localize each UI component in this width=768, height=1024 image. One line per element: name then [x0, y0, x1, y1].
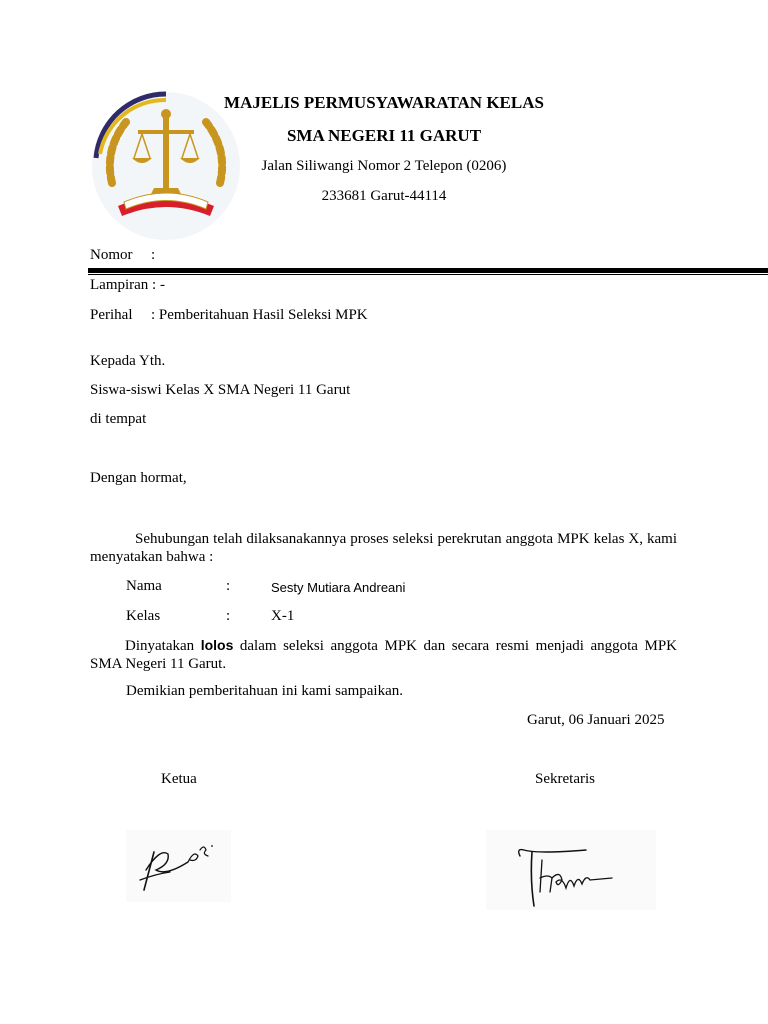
nama-label: Nama — [126, 578, 162, 594]
letter-date: Garut, 06 Januari 2025 — [527, 712, 665, 728]
ketua-title: Ketua — [161, 771, 197, 787]
address-line-2: 233681 Garut-44114 — [321, 188, 447, 204]
intro-paragraph: Sehubungan telah dilaksanakannya proses seleksi perekrutan anggota MPK kelas X, kami menyatakan bahwa : — [90, 531, 677, 565]
closing-line: Demikian pemberitahuan ini kami sampaikan. — [126, 683, 404, 699]
result-text-post: dalam seleksi anggota MPK dan secara resmi menjadi anggota MPK SMA Negeri 11 Garut. — [90, 638, 678, 672]
kelas-value: X-1 — [271, 608, 295, 624]
kelas-separator: : — [226, 608, 231, 624]
address-line-1: Jalan Siliwangi Nomor 2 Telepon (0206) — [261, 158, 507, 174]
perihal-label: Perihal — [90, 307, 133, 323]
school-name: SMA NEGERI 11 GARUT — [286, 126, 482, 145]
letterhead-rule — [88, 268, 768, 273]
result-text-pre: Dinyatakan — [125, 638, 201, 654]
greeting: Dengan hormat, — [90, 470, 187, 486]
result-paragraph — [90, 636, 677, 673]
result-status: lolos — [200, 637, 234, 653]
address-to: Kepada Yth. — [90, 353, 166, 369]
kelas-label: Kelas — [126, 608, 161, 624]
nomor-separator: : — [151, 247, 156, 263]
sekretaris-title: Sekretaris — [535, 771, 595, 787]
address-recipient: Siswa-siswi Kelas X SMA Negeri 11 Garut — [90, 382, 351, 398]
org-name: MAJELIS PERMUSYAWARATAN KELAS — [224, 93, 544, 112]
ketua-signature — [126, 830, 231, 902]
lampiran-line: Lampiran : - — [90, 277, 165, 293]
perihal-value: : Pemberitahuan Hasil Seleksi MPK — [151, 307, 368, 323]
address-place: di tempat — [90, 411, 147, 427]
sekretaris-signature — [486, 830, 656, 910]
letterhead-rule-thin — [88, 274, 768, 275]
nama-separator: : — [226, 578, 231, 594]
nama-value: Sesty Mutiara Andreani — [271, 580, 406, 595]
nomor-label: Nomor — [90, 247, 133, 263]
